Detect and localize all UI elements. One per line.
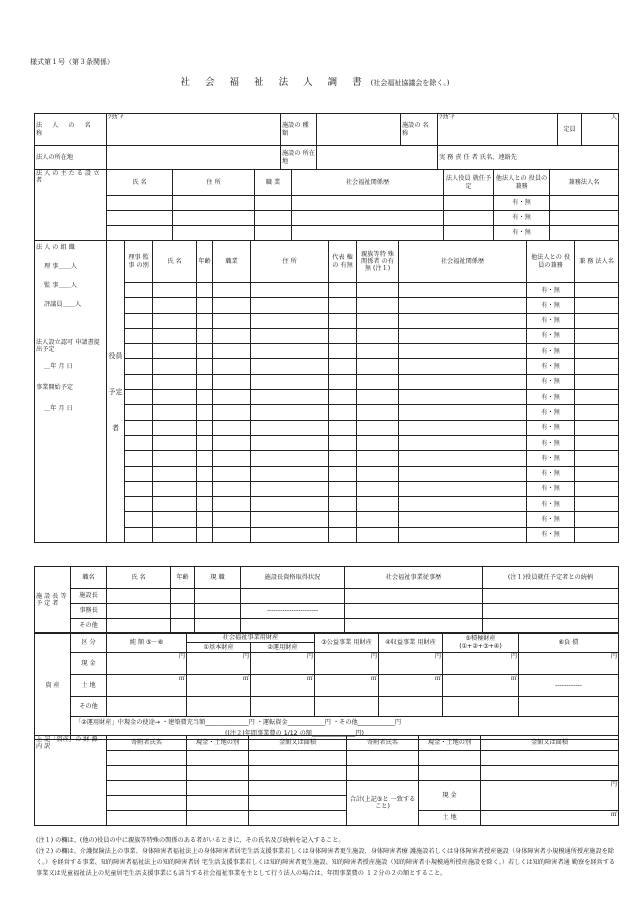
officer-cell[interactable] xyxy=(213,435,251,450)
officer-cell[interactable] xyxy=(329,466,357,481)
officer-cell[interactable] xyxy=(153,359,197,374)
officer-cell[interactable] xyxy=(125,527,153,542)
officer-cell[interactable] xyxy=(197,390,213,405)
officer-cell[interactable] xyxy=(251,466,329,481)
founder-header-history: 社会福祉関係歴 xyxy=(292,170,444,196)
officers-side-panel xyxy=(35,241,107,543)
sum-cash-field[interactable]: 円 xyxy=(481,781,619,811)
officer-cell[interactable] xyxy=(575,466,619,481)
asset-header-public: ③公益事業 用財産 xyxy=(315,633,379,653)
officer-cell[interactable] xyxy=(251,497,329,512)
manager-row xyxy=(35,589,619,604)
fund-row xyxy=(35,751,619,766)
yesno-choice[interactable]: 有・無 xyxy=(527,466,575,481)
officer-cell[interactable] xyxy=(399,527,527,542)
facility-address-field[interactable] xyxy=(317,146,438,170)
officer-cell[interactable] xyxy=(197,313,213,328)
officer-cell[interactable] xyxy=(399,405,527,420)
officer-cell[interactable] xyxy=(575,313,619,328)
manager-header-job: 現 職 xyxy=(195,567,241,589)
note-2: (注２) の欄は、介護保険法上の事業、身体障害者福祉法上の身体障害者居宅生活支援事業若しくは身体障害者更生施設、身体障害者療 護施設若しくは身体障害者授産施設（身体障害者小規模通所授産施設を除く。）を経営する事業、知的障害者福祉法上の知的障害者居 宅生活支援事業若しくは知的障害者更生施設、知的障害者授産施設（知的障害者小規模通所授産施設を除く。）若しくは知的障害者通 勤寮を経営する事業又は児童福祉法上の児童居宅生活支援事業にも該当する社会福祉事業を主として行う法人の場合は、年間事業費の １２分の２の額とすること。 xyxy=(36,848,616,877)
manager-header-qualification: 施設長資格取得状況 xyxy=(241,567,345,589)
officer-cell[interactable] xyxy=(213,298,251,313)
asset-header-kubun: 区 分 xyxy=(71,633,107,653)
officer-cell[interactable] xyxy=(125,390,153,405)
officer-cell[interactable] xyxy=(357,313,399,328)
facility-type-field[interactable] xyxy=(317,114,401,146)
founders-table xyxy=(34,169,619,241)
name-label: 法 人 の 名 称 xyxy=(35,114,107,146)
yesno-choice[interactable]: 有・無 xyxy=(527,298,575,313)
asset-header-oper: ②運用財産 xyxy=(251,643,315,653)
officer-cell[interactable] xyxy=(575,328,619,343)
fund-row xyxy=(35,766,619,781)
officer-cell[interactable] xyxy=(153,527,197,542)
yesno-choice[interactable]: 有・無 xyxy=(527,405,575,420)
officer-cell[interactable] xyxy=(575,497,619,512)
address-label: 法人の所在地 xyxy=(35,146,107,170)
officer-header-concurrent: 他法人との 役員の兼務 xyxy=(527,241,575,283)
officer-cell[interactable] xyxy=(357,512,399,527)
officer-cell[interactable] xyxy=(329,435,357,450)
founder-row xyxy=(35,226,619,241)
officer-cell[interactable] xyxy=(197,405,213,420)
corporation-info-table xyxy=(34,113,619,170)
officer-cell[interactable] xyxy=(125,497,153,512)
officer-cell[interactable] xyxy=(197,497,213,512)
facility-address-label: 施設の 所在地 xyxy=(281,146,317,170)
yesno-choice[interactable]: 有・無 xyxy=(527,313,575,328)
officer-cell[interactable] xyxy=(399,420,527,435)
officer-cell[interactable] xyxy=(399,313,527,328)
officer-cell[interactable] xyxy=(213,283,251,298)
officer-cell[interactable] xyxy=(213,420,251,435)
officer-cell[interactable] xyxy=(197,435,213,450)
officer-cell[interactable] xyxy=(153,374,197,389)
yesno-choice[interactable]: 有・無 xyxy=(494,211,550,226)
fund-header-donor: 寄附者氏名 xyxy=(107,736,187,751)
officer-cell[interactable] xyxy=(251,359,329,374)
officer-cell[interactable] xyxy=(251,527,329,542)
officer-cell[interactable] xyxy=(575,374,619,389)
officer-cell[interactable] xyxy=(197,512,213,527)
capacity-label: 定員 xyxy=(558,114,582,146)
officer-cell[interactable] xyxy=(357,298,399,313)
officer-cell[interactable] xyxy=(399,328,527,343)
officer-cell[interactable] xyxy=(399,466,527,481)
org-label: 法 人 の 組 織 xyxy=(36,244,75,251)
fund-row xyxy=(35,781,619,796)
officer-cell[interactable] xyxy=(329,283,357,298)
officer-cell[interactable] xyxy=(575,283,619,298)
capacity-unit: 人 xyxy=(610,114,617,121)
officer-cell[interactable] xyxy=(357,405,399,420)
founder-row xyxy=(35,211,619,226)
facility-name-field[interactable] xyxy=(438,114,558,146)
officer-cell[interactable] xyxy=(251,481,329,496)
manager-header-relation: (注１)役員就任予定者との続柄 xyxy=(483,567,619,589)
officer-cell[interactable] xyxy=(399,390,527,405)
capacity-field[interactable] xyxy=(582,114,619,146)
role-office-manager: 事務長 xyxy=(71,604,107,619)
debt-dash: ------------ xyxy=(519,675,619,697)
officer-cell[interactable] xyxy=(213,466,251,481)
managers-table xyxy=(34,566,619,634)
fund-header-donor-2: 寄附者氏名 xyxy=(347,736,419,751)
officer-cell[interactable] xyxy=(197,344,213,359)
auditors-count[interactable]: 監 事＿＿人 xyxy=(44,282,77,290)
notes xyxy=(36,835,616,879)
officer-cell[interactable] xyxy=(251,435,329,450)
start-date[interactable]: ＿年 月 日 xyxy=(44,405,73,412)
officer-cell[interactable] xyxy=(329,298,357,313)
application-label: 法人設立認可 申請書提出予定 xyxy=(36,338,100,353)
councilors-count[interactable]: 評議員＿＿人 xyxy=(44,301,82,309)
founder-header-corp: 兼務法人名 xyxy=(550,170,619,196)
manager-header-name: 氏 名 xyxy=(107,567,171,589)
officer-cell[interactable] xyxy=(399,298,527,313)
officer-cell[interactable] xyxy=(329,344,357,359)
officer-cell[interactable] xyxy=(153,481,197,496)
officer-cell[interactable] xyxy=(125,451,153,466)
officer-cell[interactable] xyxy=(399,283,527,298)
manager-header-title: 職名 xyxy=(71,567,107,589)
officer-cell[interactable] xyxy=(357,283,399,298)
officer-cell[interactable] xyxy=(251,374,329,389)
yesno-choice[interactable]: 有・無 xyxy=(527,344,575,359)
assets-label: 資 産 xyxy=(35,633,71,740)
officer-cell[interactable] xyxy=(575,420,619,435)
officer-cell[interactable] xyxy=(357,451,399,466)
officer-cell[interactable] xyxy=(153,283,197,298)
officer-cell[interactable] xyxy=(125,313,153,328)
founders-label: 法 人 の 主 た る 設 立 者 xyxy=(35,170,107,241)
officer-cell[interactable] xyxy=(213,451,251,466)
officer-cell[interactable] xyxy=(399,435,527,450)
form-number: 様式第１号（第３条関係） xyxy=(30,58,114,66)
asset-row-land: 土 地 ㎡ ㎡ ㎡ ㎡ ㎡ ㎡ ------------ xyxy=(35,675,619,697)
officer-cell[interactable] xyxy=(575,390,619,405)
fund-header-type-2: 現金・土地の別 xyxy=(419,736,481,751)
officer-cell[interactable] xyxy=(329,374,357,389)
officer-cell[interactable] xyxy=(197,451,213,466)
yesno-choice[interactable]: 有・無 xyxy=(527,481,575,496)
furigana-label: ﾌﾘｶﾞﾅ xyxy=(108,114,124,121)
officer-cell[interactable] xyxy=(153,405,197,420)
officer-cell[interactable] xyxy=(197,298,213,313)
officer-cell[interactable] xyxy=(213,313,251,328)
officer-cell[interactable] xyxy=(399,497,527,512)
officer-cell[interactable] xyxy=(125,405,153,420)
sum-land-label: 土 地 xyxy=(419,811,481,826)
sum-label: 合計(上記⑤と 一致すること) xyxy=(347,781,419,826)
officer-cell[interactable] xyxy=(153,344,197,359)
officer-cell[interactable] xyxy=(357,466,399,481)
yesno-choice[interactable]: 有・無 xyxy=(527,359,575,374)
officer-cell[interactable] xyxy=(329,390,357,405)
officer-cell[interactable] xyxy=(153,497,197,512)
manager-header-history: 社会福祉事業従事歴 xyxy=(345,567,483,589)
yesno-choice[interactable]: 有・無 xyxy=(527,512,575,527)
officer-cell[interactable] xyxy=(329,497,357,512)
officer-cell[interactable] xyxy=(153,466,197,481)
yesno-choice[interactable]: 有・無 xyxy=(494,196,550,211)
asset-header-basic: ①基本財産 xyxy=(187,643,251,653)
founder-header-address: 住 所 xyxy=(173,170,255,196)
officer-cell[interactable] xyxy=(197,359,213,374)
officer-cell[interactable] xyxy=(125,420,153,435)
name-field[interactable] xyxy=(107,114,281,146)
asset-header-net: 純 額 ⑤－⑥ xyxy=(107,633,187,653)
officer-cell[interactable] xyxy=(329,512,357,527)
founder-header-concurrent: 他法人との 役員の兼務 xyxy=(494,170,550,196)
usage-line-2: ((注２)年間事業費の 1/12 の額______________円) xyxy=(225,730,364,737)
yesno-choice[interactable]: 有・無 xyxy=(527,527,575,542)
officer-cell[interactable] xyxy=(329,313,357,328)
yesno-choice[interactable]: 有・無 xyxy=(527,451,575,466)
officer-cell[interactable] xyxy=(357,435,399,450)
officer-cell[interactable] xyxy=(251,298,329,313)
officer-cell[interactable] xyxy=(357,359,399,374)
officer-cell[interactable] xyxy=(125,328,153,343)
officer-cell[interactable] xyxy=(197,481,213,496)
officer-header-history: 社会福祉関係歴 xyxy=(399,241,527,283)
officer-cell[interactable] xyxy=(251,390,329,405)
officer-cell[interactable] xyxy=(153,313,197,328)
officer-cell[interactable] xyxy=(357,328,399,343)
officer-cell[interactable] xyxy=(153,328,197,343)
asset-header-sw: 社会福祉事業用財産 xyxy=(187,633,315,643)
officer-cell[interactable] xyxy=(575,344,619,359)
officer-cell[interactable] xyxy=(357,497,399,512)
officer-cell[interactable] xyxy=(329,328,357,343)
asset-header-profit: ④収益事業 用財産 xyxy=(379,633,443,653)
officer-cell[interactable] xyxy=(251,283,329,298)
officer-cell[interactable] xyxy=(197,283,213,298)
fund-header-amount: 金額又は面積 xyxy=(249,736,347,751)
form-title xyxy=(0,74,630,88)
officer-cell[interactable] xyxy=(213,405,251,420)
officer-header-name: 氏 名 xyxy=(153,241,197,283)
officer-cell[interactable] xyxy=(575,481,619,496)
officer-cell[interactable] xyxy=(153,390,197,405)
officer-header-age: 年齢 xyxy=(197,241,213,283)
funds-table xyxy=(34,735,619,826)
asset-row-cash: 現 金 円 円 円 円 円 円 円 xyxy=(35,653,619,675)
funds-label: 上 記「資産」の 財 源 内 訳 xyxy=(35,736,107,826)
fund-header-amount-2: 金額又は面積 xyxy=(481,736,619,751)
officer-cell[interactable] xyxy=(125,298,153,313)
title-text: 社 会 福 祉 法 人 調 書 xyxy=(180,77,368,88)
officer-cell[interactable] xyxy=(125,374,153,389)
officer-header-representative: 代表 権の 有無 xyxy=(329,241,357,283)
officer-header-role: 理事 監事 の別 xyxy=(125,241,153,283)
officer-header-relative: 親族等特 殊関係者 の有無 (注１) xyxy=(357,241,399,283)
fund-row xyxy=(35,811,619,826)
officer-cell[interactable] xyxy=(357,420,399,435)
officer-cell[interactable] xyxy=(213,328,251,343)
officers-vertical-label: 役員予定者 xyxy=(107,241,125,543)
manager-header-age: 年齢 xyxy=(171,567,195,589)
officer-cell[interactable] xyxy=(399,481,527,496)
officer-cell[interactable] xyxy=(125,466,153,481)
yesno-choice[interactable]: 有・無 xyxy=(527,283,575,298)
officer-cell[interactable] xyxy=(125,359,153,374)
yesno-choice[interactable]: 有・無 xyxy=(527,420,575,435)
note-1: (注１) の欄は、(他の)役員の中に親族等特殊の関係のある者がいるときに、その氏名及び続柄を記入すること。 xyxy=(36,837,345,844)
responsible-person[interactable] xyxy=(438,146,619,170)
officer-cell[interactable] xyxy=(125,283,153,298)
officer-cell[interactable] xyxy=(125,512,153,527)
address-field[interactable] xyxy=(107,146,281,170)
officer-cell[interactable] xyxy=(329,481,357,496)
officer-cell[interactable] xyxy=(575,435,619,450)
officer-cell[interactable] xyxy=(153,298,197,313)
managers-label: 施 設 長 等 予 定 者 xyxy=(35,567,71,634)
officer-cell[interactable] xyxy=(575,512,619,527)
officer-cell[interactable] xyxy=(213,512,251,527)
yesno-choice[interactable]: 有・無 xyxy=(527,497,575,512)
officer-cell[interactable] xyxy=(399,359,527,374)
officer-cell[interactable] xyxy=(357,344,399,359)
asset-row-other: その他 xyxy=(35,697,619,717)
directors-count[interactable]: 理 事＿＿人 xyxy=(44,263,77,271)
officer-cell[interactable] xyxy=(197,374,213,389)
officer-cell[interactable] xyxy=(251,328,329,343)
officer-cell[interactable] xyxy=(575,359,619,374)
usage-line: 「②運用財産」中現金の使途→ ・建築費充当額______________円 ・運転資金____________円 ・その他____________円 xyxy=(75,719,402,726)
officer-cell[interactable] xyxy=(213,497,251,512)
officer-cell[interactable] xyxy=(251,344,329,359)
title-note: (社会福祉協議会を除く。) xyxy=(370,79,450,87)
facility-type-label: 施設の 種 類 xyxy=(281,114,317,146)
facility-name-label: 施設の 名 称 xyxy=(401,114,438,146)
officer-header-occupation: 職業 xyxy=(213,241,251,283)
officer-cell[interactable] xyxy=(329,527,357,542)
officer-cell[interactable] xyxy=(329,420,357,435)
officer-cell[interactable] xyxy=(213,527,251,542)
officer-cell[interactable] xyxy=(197,527,213,542)
officer-cell[interactable] xyxy=(357,390,399,405)
officer-cell[interactable] xyxy=(329,359,357,374)
officer-cell[interactable] xyxy=(153,420,197,435)
yesno-choice[interactable]: 有・無 xyxy=(527,328,575,343)
officer-cell[interactable] xyxy=(153,451,197,466)
officer-cell[interactable] xyxy=(213,390,251,405)
officer-cell[interactable] xyxy=(213,359,251,374)
officer-cell[interactable] xyxy=(399,374,527,389)
yesno-choice[interactable]: 有・無 xyxy=(527,374,575,389)
qualification-dashes: ----------------------- xyxy=(241,604,345,619)
officer-cell[interactable] xyxy=(575,451,619,466)
founder-header-occupation: 職 業 xyxy=(255,170,292,196)
officer-cell[interactable] xyxy=(329,451,357,466)
asset-header-total: ⑤積極財産 (①+②+③+④) xyxy=(443,633,519,653)
officers-table xyxy=(34,240,619,543)
role-director: 施設長 xyxy=(71,589,107,604)
officer-cell[interactable] xyxy=(357,527,399,542)
manager-row xyxy=(35,604,619,619)
furigana-label-2: ﾌﾘｶﾞﾅ xyxy=(439,114,455,121)
officer-cell[interactable] xyxy=(153,512,197,527)
founder-header-name: 氏 名 xyxy=(107,170,173,196)
officer-cell[interactable] xyxy=(357,374,399,389)
officer-cell[interactable] xyxy=(575,298,619,313)
officer-cell[interactable] xyxy=(575,405,619,420)
officer-header-address: 住 所 xyxy=(251,241,329,283)
yesno-choice[interactable]: 有・無 xyxy=(527,435,575,450)
sum-land-field[interactable]: ㎡ xyxy=(481,811,619,826)
officer-cell[interactable] xyxy=(251,313,329,328)
officer-cell[interactable] xyxy=(329,405,357,420)
officer-cell[interactable] xyxy=(251,512,329,527)
officer-cell[interactable] xyxy=(197,466,213,481)
officer-cell[interactable] xyxy=(399,451,527,466)
officer-cell[interactable] xyxy=(575,527,619,542)
sum-cash-label: 現 金 xyxy=(419,781,481,811)
application-date[interactable]: ＿年 月 日 xyxy=(44,362,73,370)
officer-cell[interactable] xyxy=(197,420,213,435)
officer-cell[interactable] xyxy=(251,451,329,466)
officer-cell[interactable] xyxy=(399,512,527,527)
officer-header-corp: 兼 務 法人名 xyxy=(575,241,619,283)
start-label: 事業開始予定 xyxy=(36,383,74,391)
officer-cell[interactable] xyxy=(197,328,213,343)
officer-cell[interactable] xyxy=(251,420,329,435)
officer-cell[interactable] xyxy=(357,481,399,496)
officer-cell[interactable] xyxy=(213,481,251,496)
asset-header-debt: ⑥負 債 xyxy=(519,633,619,653)
responsible-label: 実 務 責 任 者 氏名、連絡先 xyxy=(439,153,517,161)
founder-row xyxy=(35,196,619,211)
yesno-choice[interactable]: 有・無 xyxy=(527,390,575,405)
fund-header-type: 現金・土地の別 xyxy=(187,736,249,751)
officer-cell[interactable] xyxy=(153,435,197,450)
founder-header-officer: 法人役員 就任予定 xyxy=(444,170,494,196)
officer-cell[interactable] xyxy=(251,405,329,420)
officer-cell[interactable] xyxy=(125,344,153,359)
officer-cell[interactable] xyxy=(213,374,251,389)
yesno-choice[interactable]: 有・無 xyxy=(494,226,550,241)
officer-cell[interactable] xyxy=(125,435,153,450)
assets-table xyxy=(34,632,619,740)
role-other: その他 xyxy=(71,619,107,634)
officer-cell[interactable] xyxy=(399,344,527,359)
officer-cell[interactable] xyxy=(213,344,251,359)
officer-cell[interactable] xyxy=(125,481,153,496)
